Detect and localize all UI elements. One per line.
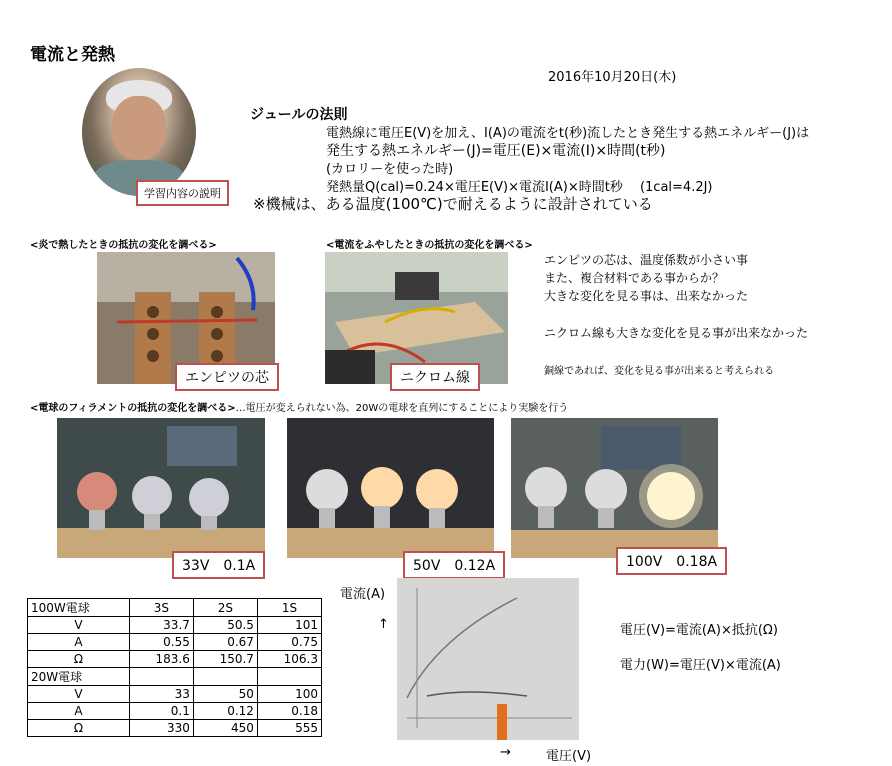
table-row	[28, 703, 322, 720]
ohm-formula: 電圧(V)=電流(A)×抵抗(Ω)	[620, 623, 778, 638]
table-cell: Ω	[28, 651, 130, 668]
table-cell: 555	[257, 720, 321, 737]
table-cell: 33.7	[129, 617, 193, 634]
joule-line-1: 電熱線に電圧E(V)を加え、I(A)の電流をt(秒)流したとき発生する熱エネルギー(J)は	[326, 126, 810, 141]
power-formula: 電力(W)=電圧(V)×電流(A)	[620, 658, 781, 673]
table-cell: 0.75	[257, 634, 321, 651]
table-cell: 33	[129, 686, 193, 703]
photo-caption: 学習内容の説明	[136, 180, 229, 206]
table-cell: 20W電球	[28, 668, 130, 686]
table-cell: 2S	[193, 599, 257, 617]
design-note: ※機械は、ある温度(100℃)で耐えるように設計されている	[253, 195, 653, 213]
graph-x-label: 電圧(V)	[546, 749, 592, 764]
table-cell: 183.6	[129, 651, 193, 668]
joule-line-2: 発生する熱エネルギー(J)=電圧(E)×電流(I)×時間(t秒)	[326, 143, 666, 159]
table-cell: 101	[257, 617, 321, 634]
experiment3-heading-note: …電圧が変えられない為、20Wの電球を直列にすることにより実験を行う	[235, 403, 569, 414]
bulb-photo-100v	[511, 418, 718, 558]
observation-line-3: 大きな変化を見る事は、出来なかった	[544, 289, 749, 303]
page-title: 電流と発熱	[30, 45, 115, 65]
table-cell: A	[28, 703, 130, 720]
table-row	[28, 617, 322, 634]
table-cell: 50.5	[193, 617, 257, 634]
table-cell: V	[28, 617, 130, 634]
table-cell: V	[28, 686, 130, 703]
observation-line-5: 銅線であれば、変化を見る事が出来ると考えられる	[544, 366, 774, 377]
joule-line-3: (カロリーを使った時)	[326, 162, 454, 177]
bulb-photo-33v	[57, 418, 265, 558]
table-cell: 0.67	[193, 634, 257, 651]
table-row	[28, 686, 322, 703]
graph-y-label: 電流(A)	[340, 587, 386, 602]
presenter-photo	[82, 68, 196, 196]
pencil-lead-caption: エンピツの芯	[175, 363, 279, 391]
graph-x-arrow: →	[500, 745, 511, 760]
bulb-caption-100v: 100V 0.18A	[616, 547, 727, 575]
joule-line-4: 発熱量Q(cal)=0.24×電圧E(V)×電流I(A)×時間t秒 (1cal=4.2J)	[326, 180, 713, 195]
table-cell: 100W電球	[28, 599, 130, 617]
bulb-photo-50v	[287, 418, 494, 558]
table-cell: 3S	[129, 599, 193, 617]
table-cell: 330	[129, 720, 193, 737]
table-cell: 50	[193, 686, 257, 703]
table-cell	[257, 668, 321, 686]
graph-photo	[397, 578, 579, 740]
measurement-table	[27, 598, 322, 737]
table-cell: 0.12	[193, 703, 257, 720]
observation-line-2: また、複合材料である事からか？	[544, 271, 725, 285]
nichrome-caption: ニクロム線	[390, 363, 480, 391]
table-row	[28, 720, 322, 737]
observation-line-4: ニクロム線も大きな変化を見る事が出来なかった	[544, 326, 809, 340]
table-row	[28, 599, 322, 617]
table-cell: 0.1	[129, 703, 193, 720]
table-cell: A	[28, 634, 130, 651]
table-cell: 150.7	[193, 651, 257, 668]
bulb-caption-33v: 33V 0.1A	[172, 551, 265, 579]
experiment3-heading	[30, 399, 568, 414]
table-row	[28, 651, 322, 668]
date-text: 2016年10月20日(木)	[548, 70, 677, 85]
table-cell: 106.3	[257, 651, 321, 668]
table-cell: Ω	[28, 720, 130, 737]
experiment1-heading: <炎で熱したときの抵抗の変化を調べる>	[30, 240, 217, 251]
table-cell: 1S	[257, 599, 321, 617]
table-cell	[193, 668, 257, 686]
table-cell: 0.55	[129, 634, 193, 651]
table-row	[28, 668, 322, 686]
joule-law-title: ジュールの法則	[250, 107, 348, 123]
bulb-caption-50v: 50V 0.12A	[403, 551, 505, 579]
table-cell: 100	[257, 686, 321, 703]
table-cell: 450	[193, 720, 257, 737]
graph-y-arrow: ↑	[378, 617, 389, 632]
experiment2-heading: <電流をふやしたときの抵抗の変化を調べる>	[326, 240, 533, 251]
table-cell: 0.18	[257, 703, 321, 720]
observation-line-1: エンピツの芯は、温度係数が小さい事	[544, 253, 749, 267]
experiment3-heading-main: <電球のフィラメントの抵抗の変化を調べる>	[30, 403, 236, 414]
table-row	[28, 634, 322, 651]
table-cell	[129, 668, 193, 686]
